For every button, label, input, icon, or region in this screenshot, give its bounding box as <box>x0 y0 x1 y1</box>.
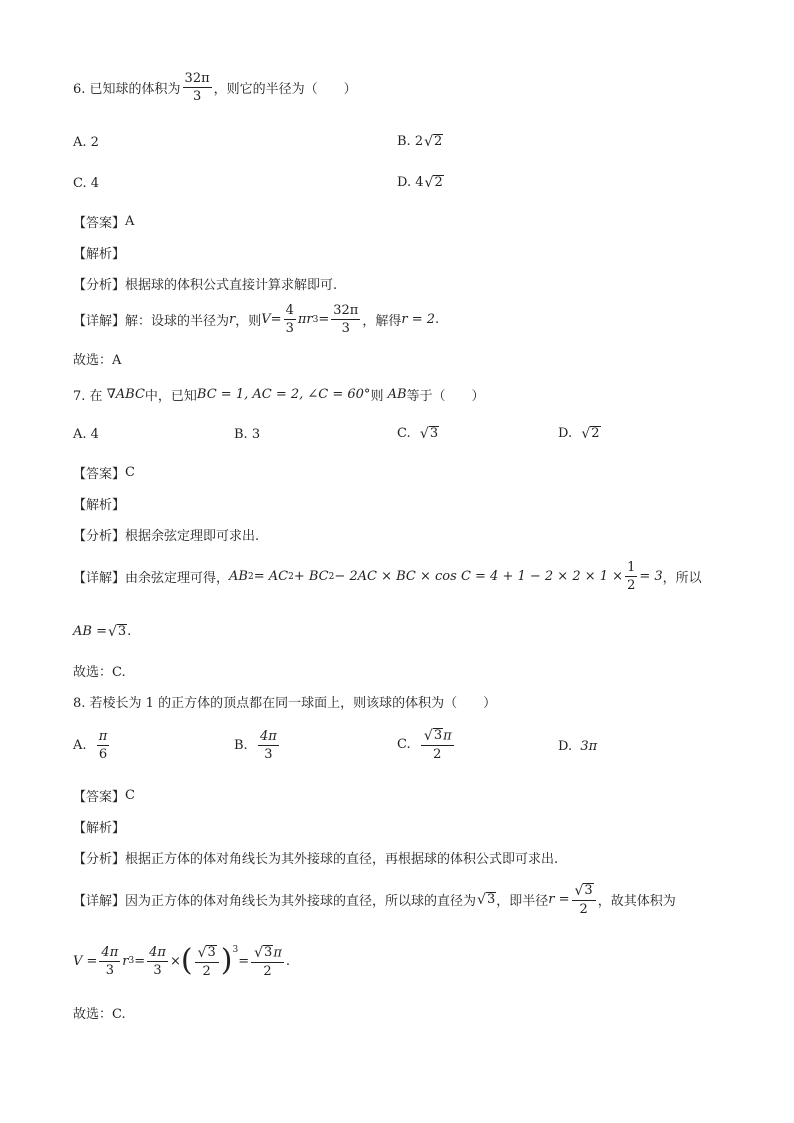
q8-detail2-dot: . <box>285 953 291 969</box>
q6-suffix: ，则它的半径为（ ） <box>213 82 357 97</box>
q6-option-b-label: B. <box>397 134 411 149</box>
q8-option-b-label: B. <box>234 738 248 753</box>
q7-detail-tag: 【详解】 <box>73 571 126 586</box>
q8-stem-text: 8. 若棱长为 1 的正方体的顶点都在同一球面上，则该球的体积为（ ） <box>73 696 497 711</box>
q7-option-c-sqrt: √ 3 <box>419 425 439 442</box>
q6-detail-text-b: ，则 <box>235 314 262 329</box>
q7-detail-sq3: 2 <box>328 571 335 582</box>
q7-detail-sq2: 2 <box>288 571 294 582</box>
q8-option-c-label: C. <box>397 736 411 752</box>
q6-fenxi-text: 根据球的体积公式直接计算求解即可. <box>125 278 338 293</box>
q8-detail-frac-den: 2 <box>579 901 588 917</box>
q8-detail2-result-num <box>251 945 284 963</box>
q7-detail2-left: AB = <box>73 624 107 639</box>
q6-detail-eq: = <box>270 312 282 327</box>
q7-answer-tag: 【答案】 <box>73 467 126 482</box>
q7-detail-text-b: ，所以 <box>662 571 702 586</box>
q7-detail-frac-den: 2 <box>627 578 636 593</box>
q7-fenxi-text: 根据余弦定理即可求出. <box>125 529 260 544</box>
q8-choose <box>73 1003 126 1022</box>
q8-detail2-result-radicand: 3 <box>264 945 273 960</box>
q6-prefix: 6. 已知球的体积为 <box>73 82 181 97</box>
q8-detail2-lparen: ( <box>180 943 193 979</box>
q7-detail <box>73 561 702 592</box>
q7-detail-mid1: = AC <box>253 569 289 584</box>
q8-option-c-num <box>421 728 454 746</box>
q6-detail-dot: . <box>435 312 440 327</box>
q8-detail2-frac2-den: 3 <box>153 962 162 978</box>
q8-fenxi-text: 根据正方体的体对角线长为其外接球的直径，再根据球的体积公式即可求出. <box>125 852 559 867</box>
q8-answer-value: C <box>125 788 135 803</box>
q6-option-d-coef: 4 <box>415 175 424 190</box>
q7-stem <box>73 385 485 404</box>
q8-detail2-inner-frac <box>195 945 219 978</box>
q8-fenxi-tag: 【分析】 <box>73 852 126 867</box>
q8-detail-text-c: ，故其体积为 <box>597 893 676 909</box>
q6-detail-result: r = 2 <box>401 312 436 327</box>
q8-detail2-result-pi: π <box>273 945 282 961</box>
q6-detail-tag: 【详解】 <box>73 314 126 329</box>
q6-answer <box>73 212 134 231</box>
q6-detail-frac2-num: 32π <box>333 303 359 318</box>
q7-detail-sq1: 2 <box>247 571 254 582</box>
q6-option-a-label: A. <box>73 135 87 150</box>
q6-fraction <box>183 72 212 103</box>
q8-detail-frac-num <box>572 883 596 901</box>
q8-detail-text-b: ，即半径 <box>496 893 549 909</box>
q6-detail-v: V <box>261 312 271 327</box>
q8-option-b-frac <box>258 730 279 761</box>
q7-answer-value: C <box>125 465 135 480</box>
q8-detail-tag: 【详解】 <box>73 893 126 909</box>
q8-detail2-frac1 <box>99 946 120 977</box>
q7-detail-line2 <box>73 624 131 639</box>
q6-detail-text-a: 解：设球的半径为 <box>125 314 230 329</box>
q8-detail2-frac1-num: 4π <box>101 944 119 960</box>
q6-option-b-coef: 2 <box>414 134 424 149</box>
q6-option-c-label: C. <box>73 176 87 191</box>
q6-detail-frac2-den: 3 <box>341 321 350 336</box>
q8-detail2-inner-den: 2 <box>202 963 211 979</box>
q8-detail-sqrt: √ 3 <box>477 891 496 908</box>
q8-answer <box>73 786 135 805</box>
q8-detail2-rparen: ) <box>220 943 233 979</box>
q6-detail-r: r <box>229 312 236 327</box>
q7-detail-mid2: + BC <box>293 569 329 584</box>
q8-detail-text-a: 因为正方体的体对角线长为其外接球的直径，所以球的直径为 <box>125 893 477 909</box>
q8-analysis-tag: 【解析】 <box>73 821 126 836</box>
q8-detail2-frac1-den: 3 <box>105 962 114 978</box>
q6-option-c-value: 4 <box>90 176 100 191</box>
q7-option-a-label: A. <box>73 427 87 442</box>
q7-option-b <box>234 427 260 442</box>
q7-suffix2: 等于（ ） <box>406 389 485 404</box>
q8-analysis <box>73 817 125 836</box>
q7-detail-mid3: − 2AC × BC × cos C = 4 + 1 − 2 × 2 × 1 × <box>334 569 624 584</box>
q7-analysis <box>73 494 125 513</box>
q8-option-d-value: 3π <box>580 739 598 754</box>
q8-detail2-r: r <box>122 953 129 969</box>
q8-option-c-den: 2 <box>433 746 442 762</box>
q8-option-a <box>73 730 111 761</box>
q7-mid: 中，已知 <box>144 389 197 404</box>
q8-detail2-inner-sqrt: √ 3 <box>197 944 216 961</box>
q7-option-d-label: D. <box>558 426 573 441</box>
q8-detail2-result-den: 2 <box>263 963 272 979</box>
q7-fenxi <box>73 525 259 544</box>
q8-option-c-frac <box>421 728 454 761</box>
q8-detail2-times: × <box>169 953 181 969</box>
q7-detail-text-a: 由余弦定理可得， <box>125 571 230 586</box>
q8-detail2-inner-radicand: 3 <box>207 945 216 960</box>
q8-detail-line2 <box>73 945 290 978</box>
q6-detail-exp: 3 <box>312 314 319 325</box>
q6-option-b <box>397 134 443 149</box>
q8-option-c-sqrt: √ 3 <box>423 727 443 744</box>
q6-detail-pi-r: πr <box>297 312 313 327</box>
q7-option-c-label: C. <box>397 426 411 441</box>
q6-option-b-sqrt: √ 2 <box>424 133 443 150</box>
q7-option-d <box>558 426 601 441</box>
q6-stem <box>73 72 357 103</box>
q8-detail-frac <box>572 883 596 916</box>
q8-detail2-inner-num <box>195 945 219 963</box>
q7-option-a <box>73 427 99 442</box>
q8-option-a-label: A. <box>73 738 87 753</box>
q8-option-d-label: D. <box>558 739 573 754</box>
q8-answer-tag: 【答案】 <box>73 790 126 805</box>
q6-choose-text: 故选：A <box>73 353 122 368</box>
q7-detail-frac-num: 1 <box>627 560 636 575</box>
q8-detail-frac-radicand: 3 <box>584 883 593 898</box>
q7-choose <box>73 661 126 680</box>
q7-analysis-tag: 【解析】 <box>73 498 126 513</box>
q8-detail <box>73 883 676 916</box>
q8-fenxi <box>73 848 558 867</box>
q6-analysis-tag: 【解析】 <box>73 247 126 262</box>
q8-option-c-pi: π <box>443 728 452 744</box>
q7-condition: BC = 1, AC = 2, ∠C = 60° <box>196 387 371 402</box>
q8-option-b-den: 3 <box>264 747 273 762</box>
q8-detail-radicand: 3 <box>486 892 496 907</box>
q8-option-c <box>397 728 456 761</box>
q6-answer-value: A <box>125 214 135 229</box>
q8-option-a-den: 6 <box>98 747 108 762</box>
q6-option-a <box>73 135 99 150</box>
q8-detail2-exp: 3 <box>128 956 135 967</box>
q8-option-b <box>234 730 281 761</box>
q8-option-b-num: 4π <box>259 729 277 744</box>
q8-detail2-eq: = <box>134 953 146 969</box>
q8-detail2-v: V = <box>73 953 98 969</box>
q7-suffix1: 则 <box>370 389 384 404</box>
q6-option-c <box>73 176 99 191</box>
q8-detail2-result-sqrt: √ 3 <box>254 944 273 961</box>
q7-option-d-sqrt: √ 2 <box>581 425 600 442</box>
q7-answer <box>73 463 135 482</box>
q8-choose-text: 故选：C. <box>73 1007 126 1022</box>
q7-option-c <box>397 426 439 441</box>
q8-detail2-frac2 <box>147 946 168 977</box>
q7-option-c-radicand: 3 <box>429 426 439 442</box>
q6-detail-frac2 <box>331 304 360 335</box>
q6-frac-den: 3 <box>192 89 202 104</box>
q7-detail2-radicand: 3 <box>117 624 127 640</box>
q7-choose-text: 故选：C. <box>73 665 126 680</box>
q7-detail-end: = 3 <box>639 569 663 584</box>
q6-choose <box>73 349 121 368</box>
q7-fenxi-tag: 【分析】 <box>73 529 126 544</box>
q6-option-d-radicand: 2 <box>434 175 443 191</box>
q8-detail2-eq2: = <box>238 953 250 969</box>
q7-detail-ab: AB <box>229 569 248 584</box>
q7-detail2-dot: . <box>127 624 132 639</box>
q7-option-d-radicand: 2 <box>591 426 600 442</box>
q8-option-c-radicand: 3 <box>433 728 443 743</box>
q6-option-b-radicand: 2 <box>434 134 443 150</box>
q6-answer-tag: 【答案】 <box>73 216 126 231</box>
q6-detail-eq2: = <box>318 312 330 327</box>
q6-option-a-value: 2 <box>90 135 99 150</box>
q6-detail-frac1 <box>284 304 296 335</box>
q8-stem <box>73 692 496 711</box>
q6-frac-num: 32π <box>184 71 210 86</box>
q6-analysis <box>73 243 125 262</box>
q8-detail2-result-frac <box>251 945 284 978</box>
q8-detail2-frac2-num: 4π <box>149 944 166 960</box>
q7-option-b-value: 3 <box>251 427 261 442</box>
q6-detail-frac1-num: 4 <box>285 303 294 318</box>
q8-detail-r: r = <box>548 891 570 907</box>
q7-detail-frac <box>625 561 637 592</box>
q6-detail-frac1-den: 3 <box>285 321 294 336</box>
q6-option-d <box>397 175 444 190</box>
q8-option-d <box>558 739 597 754</box>
q7-ab: AB <box>387 387 407 402</box>
q8-detail-frac-sqrt: √ 3 <box>574 882 593 899</box>
q7-option-b-label: B. <box>234 427 248 442</box>
q7-triangle: ∇ABC <box>106 387 145 402</box>
q6-detail-text-c: ，解得 <box>362 314 402 329</box>
q7-prefix: 7. 在 <box>73 389 103 404</box>
q6-fenxi-tag: 【分析】 <box>73 278 126 293</box>
q6-option-d-label: D. <box>397 175 412 190</box>
q6-detail <box>73 304 439 335</box>
q7-option-a-value: 4 <box>90 427 99 442</box>
q6-option-d-sqrt: √ 2 <box>424 174 443 191</box>
q8-option-a-num: π <box>98 729 108 744</box>
q7-detail2-sqrt: √ 3 <box>107 623 127 640</box>
q8-detail2-exp2: 3 <box>232 945 239 955</box>
q6-fenxi <box>73 274 337 293</box>
q8-option-a-frac <box>97 730 110 761</box>
